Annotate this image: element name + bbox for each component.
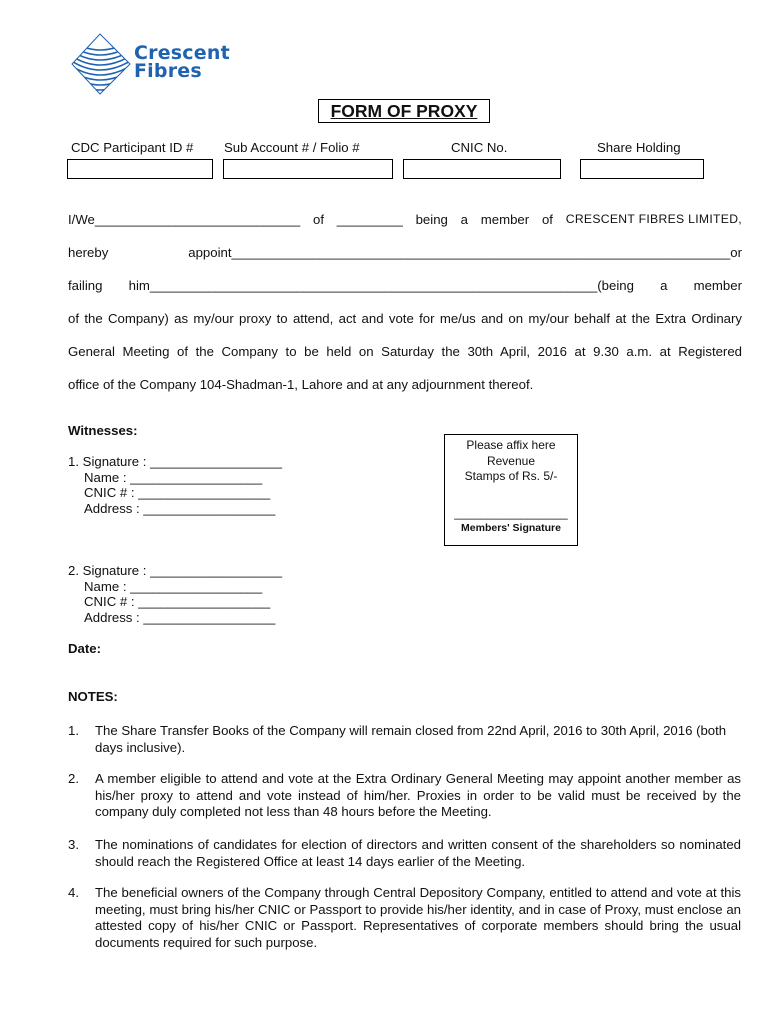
- iwe-blank: I/We____________________________: [68, 212, 301, 227]
- sub-account-field[interactable]: [223, 159, 393, 179]
- cdc-id-field[interactable]: [67, 159, 213, 179]
- stamp-text-2: Revenue: [486, 453, 536, 468]
- note-2-number: 2.: [68, 771, 79, 786]
- text-failing: failing: [68, 278, 103, 293]
- proxy-line-3: [68, 278, 742, 293]
- witness-2-address: Address : __________________: [84, 609, 276, 625]
- note-4-text: The beneficial owners of the Company through Central Depository Company, entitled to attend and vote at this meeting, must bring his/her CNIC or Passport to provide his/her identity, and in case of Proxy, must enclose an attested copy of his/her CNIC or Passport. Representatives of corporate members should bring the usual documents required for such purpose.: [95, 885, 741, 950]
- text-of: of: [313, 212, 325, 227]
- text-hereby: hereby: [68, 245, 109, 260]
- notes-heading: NOTES:: [68, 689, 118, 704]
- header-share-holding: Share Holding: [597, 140, 681, 155]
- note-4-number: 4.: [68, 885, 79, 900]
- form-title: FORM OF PROXY: [318, 99, 490, 123]
- witness-1-name: Name : __________________: [84, 469, 263, 485]
- crescent-logo-icon: [70, 32, 132, 96]
- share-holding-field[interactable]: [580, 159, 704, 179]
- text-member-2: member: [693, 278, 742, 293]
- witnesses-heading: Witnesses:: [68, 423, 138, 438]
- header-cdc-id: CDC Participant ID #: [71, 140, 194, 155]
- note-1-text: The Share Transfer Books of the Company will remain closed from 22nd April, 2016 to 30th April, 2016 (both days inclusive).: [95, 723, 727, 755]
- header-cnic: CNIC No.: [451, 140, 508, 155]
- proxy-line-2: [68, 245, 742, 260]
- note-3-text: The nominations of candidates for election of directors and written consent of the shareholders so nominated should reach the Registered Office at least 14 days earlier of the Meeting.: [95, 837, 741, 869]
- company-name: CRESCENT FIBRES LIMITED,: [565, 212, 742, 226]
- text-member: member: [480, 212, 530, 227]
- note-2-text: A member eligible to attend and vote at the Extra Ordinary General Meeting may appoint another member as his/her proxy to attend and vote instead of him/her. Proxies in order to be valid must be received by the company duly completed not less than 48 hours before the Meeting.: [95, 771, 741, 819]
- logo-line-2: Fibres: [134, 60, 202, 82]
- logo-line-1: Crescent: [134, 42, 230, 64]
- cnic-field[interactable]: [403, 159, 561, 179]
- stamp-text-3: Stamps of Rs. 5/-: [464, 469, 558, 483]
- company-logo: [70, 32, 250, 96]
- stamp-text-1: Please affix here: [466, 438, 556, 452]
- proxy-line-5: General Meeting of the Company to be held on Saturday the 30th April, 2016 at 9.30 a.m. at Registered: [68, 344, 742, 359]
- appoint-blank: appoint____________________________________________________________________or: [188, 245, 742, 260]
- failing-him-blank: him_____________________________________________________________(being: [128, 278, 634, 293]
- note-3-number: 3.: [68, 837, 79, 852]
- proxy-line-6: office of the Company 104-Shadman-1, Lahore and at any adjournment thereof.: [68, 377, 534, 392]
- header-sub-account: Sub Account # / Folio #: [224, 140, 360, 155]
- members-signature-label: Members' Signature: [461, 521, 561, 534]
- stamp-signature-line: _________________: [454, 505, 568, 520]
- text-a-2: a: [660, 278, 668, 293]
- text-being: being: [415, 212, 448, 227]
- witness-2-name: Name : __________________: [84, 578, 263, 594]
- proxy-line-4: of the Company) as my/our proxy to attend, act and vote for me/us and on my/our behalf at the Extra Ordinary: [68, 311, 742, 326]
- witness-1-address: Address : __________________: [84, 500, 276, 516]
- note-1-number: 1.: [68, 723, 79, 738]
- witness-1-signature: 1. Signature : __________________: [68, 454, 283, 469]
- witness-2: [68, 563, 282, 625]
- date-label: Date:: [68, 641, 101, 656]
- witness-2-cnic: CNIC # : __________________: [84, 594, 271, 609]
- text-a: a: [460, 212, 468, 227]
- witness-1: [68, 454, 282, 516]
- witness-1-cnic: CNIC # : __________________: [84, 485, 271, 500]
- text-of-2: of: [541, 212, 553, 227]
- proxy-line-1: [68, 212, 742, 227]
- of-blank: _________: [336, 212, 403, 227]
- witness-2-signature: 2. Signature : __________________: [68, 563, 283, 578]
- revenue-stamp-box: [444, 434, 578, 546]
